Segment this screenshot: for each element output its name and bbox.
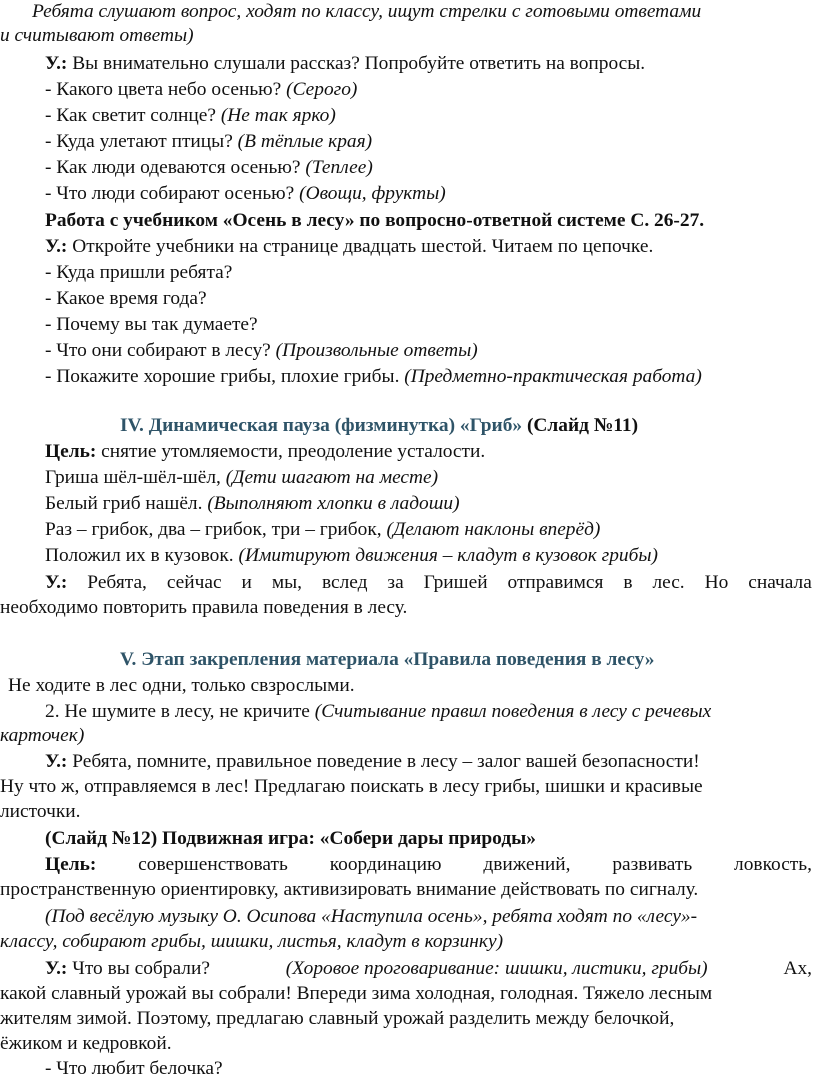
textbook-question: - Какое время года? — [45, 288, 207, 309]
answer-text: (Не так ярко) — [220, 105, 336, 126]
question-text: - Покажите хорошие грибы, плохие грибы. — [45, 366, 400, 387]
rule-1: Не ходите в лес одни, только свзрослыми. — [8, 675, 355, 696]
game-goal-line-2: пространственную ориентировку, активизировать внимание действовать по сигналу. — [0, 879, 699, 900]
word: Ребята, — [87, 572, 147, 593]
word: мы, — [271, 572, 303, 593]
game-music-line-2: классу, собирают грибы, шишки, листья, кладут в корзинку) — [0, 931, 504, 952]
question-text: - Какого цвета небо осенью? — [45, 79, 282, 100]
rhyme-line — [45, 544, 816, 568]
game-goal-line — [45, 853, 812, 877]
section-4-goal — [45, 440, 816, 464]
tail-text: Ах, — [783, 958, 812, 979]
word: движений, — [483, 854, 571, 875]
answer-text: (Овощи, фрукты) — [299, 183, 446, 204]
rhyme-line — [45, 518, 816, 542]
intro-line-2: и считывают ответы) — [0, 25, 194, 46]
teacher-label: У.: — [45, 572, 68, 593]
word: за — [387, 572, 404, 593]
word: вслед — [321, 572, 368, 593]
answer-text: (Серого) — [286, 79, 358, 100]
word: лес. — [652, 572, 685, 593]
question-text: - Как светит солнце? — [45, 105, 216, 126]
section-4-teacher-line — [45, 571, 812, 595]
paragraph-text: Ребята, помните, правильное поведение в лесу – залог вашей безопасности! — [72, 751, 700, 772]
section-title: IV. Динамическая пауза (физминутка) «Гриб» — [120, 415, 523, 436]
section-5-teacher-line — [45, 750, 816, 774]
question-text: - Куда улетают птицы? — [45, 131, 233, 152]
word: Гришей — [423, 572, 488, 593]
question-text: - Как люди одеваются осенью? — [45, 157, 301, 178]
game-teacher-line — [45, 957, 812, 981]
question-text: - Что люди собирают осенью? — [45, 183, 295, 204]
section-5-heading: V. Этап закрепления материала «Правила поведения в лесу» — [120, 649, 655, 670]
section-5-line-3: листочки. — [0, 801, 81, 822]
slide-label: (Слайд №11) — [526, 415, 639, 436]
rule-2-line — [45, 700, 816, 724]
section-4-teacher-line-2: необходимо повторить правила поведения в лесу. — [0, 597, 408, 618]
teacher-textbook-line — [45, 235, 816, 259]
final-question: - Что любит белочка? — [45, 1058, 223, 1079]
rhyme-action: (Выполняют хлопки в ладоши) — [207, 493, 460, 514]
word: совершенствовать — [138, 854, 288, 875]
word: отправимся — [507, 572, 604, 593]
question-line — [45, 104, 816, 128]
word: сначала — [748, 572, 812, 593]
question-line — [45, 182, 816, 206]
intro-line-1: Ребята слушают вопрос, ходят по классу, ищут стрелки с готовыми ответами — [32, 1, 702, 22]
answer-text: (Произвольные ответы) — [275, 340, 478, 361]
word: ловкость, — [734, 854, 812, 875]
word: сейчас — [166, 572, 222, 593]
section-4-heading — [120, 414, 816, 438]
game-line-4: ёжиком и кедровкой. — [0, 1033, 172, 1054]
rule-2-note: (Считывание правил поведения в лесу с речевых — [314, 701, 712, 722]
teacher-label: У.: — [45, 53, 68, 74]
answer-text: (В тёплые края) — [237, 131, 373, 152]
paragraph-text: Откройте учебники на странице двадцать шестой. Читаем по цепочке. — [72, 236, 654, 257]
word: и — [241, 572, 252, 593]
rule-2: 2. Не шумите в лесу, не кричите — [45, 701, 310, 722]
textbook-question-line — [45, 339, 816, 363]
teacher-question — [45, 957, 210, 981]
question-text: - Что они собирают в лесу? — [45, 340, 271, 361]
game-line-2: какой славный урожай вы собрали! Впереди зима холодная, голодная. Тяжело лесным — [0, 983, 713, 1004]
goal-label: Цель: — [45, 441, 97, 462]
question-text: Что вы собрали? — [72, 958, 210, 979]
word: развивать — [612, 854, 693, 875]
game-music-line-1: (Под весёлую музыку О. Осипова «Наступила осень», ребята ходят по «лесу»- — [45, 906, 698, 927]
teacher-label: У.: — [45, 958, 68, 979]
word: Но — [704, 572, 729, 593]
question-line — [45, 130, 816, 154]
textbook-heading: Работа с учебником «Осень в лесу» по вопросно-ответной системе С. 26-27. — [45, 210, 705, 231]
word: координацию — [329, 854, 442, 875]
rhyme-text: Положил их в кузовок. — [45, 545, 234, 566]
teacher-question-intro — [45, 52, 816, 76]
rhyme-text: Гриша шёл-шёл-шёл, — [45, 467, 221, 488]
word: в — [623, 572, 633, 593]
rhyme-action: (Делают наклоны вперёд) — [386, 519, 601, 540]
textbook-question: - Куда пришли ребята? — [45, 262, 233, 283]
rhyme-action: (Дети шагают на месте) — [225, 467, 439, 488]
rhyme-line — [45, 492, 816, 516]
answer-text: (Теплее) — [305, 157, 373, 178]
game-line-3: жителям зимой. Поэтому, предлагаю славный урожай разделить между белочкой, — [0, 1008, 675, 1029]
rule-2-note-line-2: карточек) — [0, 725, 85, 746]
answer-text: (Хоровое проговаривание: шишки, листики, грибы) — [285, 958, 708, 979]
teacher-label: У.: — [45, 751, 68, 772]
goal-label: Цель: — [45, 854, 97, 875]
textbook-question-line — [45, 365, 816, 389]
paragraph-text: Вы внимательно слушали рассказ? Попробуйте ответить на вопросы. — [72, 53, 646, 74]
section-5-line-2: Ну что ж, отправляемся в лес! Предлагаю поискать в лесу грибы, шишки и красивые — [0, 776, 703, 797]
question-line — [45, 78, 816, 102]
game-heading: (Слайд №12) Подвижная игра: «Собери дары природы» — [45, 828, 536, 849]
teacher-label: У.: — [45, 236, 68, 257]
rhyme-text: Раз – грибок, два – грибок, три – грибок, — [45, 519, 382, 540]
rhyme-text: Белый гриб нашёл. — [45, 493, 203, 514]
answer-text: (Предметно-практическая работа) — [404, 366, 702, 387]
question-line — [45, 156, 816, 180]
goal-text: снятие утомляемости, преодоление усталости. — [101, 441, 486, 462]
rhyme-action: (Имитируют движения – кладут в кузовок грибы) — [238, 545, 658, 566]
textbook-question: - Почему вы так думаете? — [45, 314, 258, 335]
rhyme-line — [45, 466, 816, 490]
